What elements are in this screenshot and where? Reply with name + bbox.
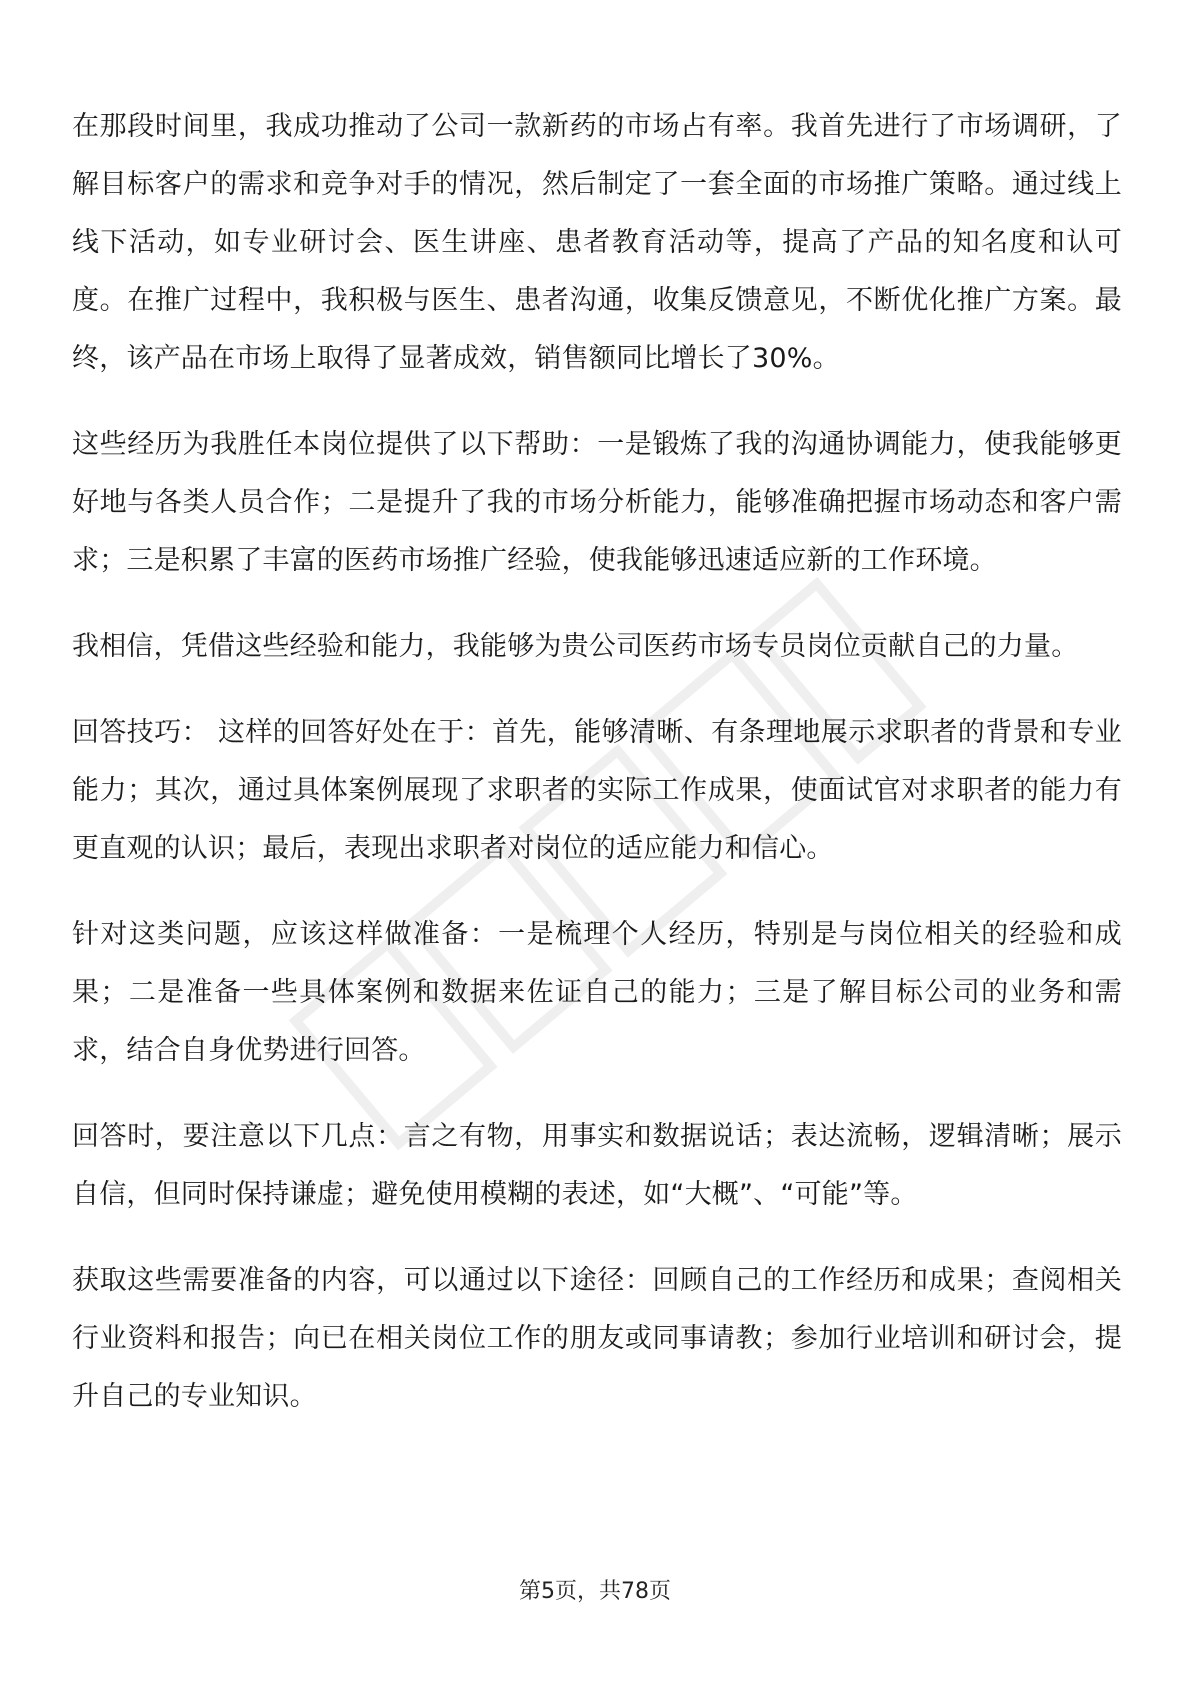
paragraph-attention-points: 回答时，要注意以下几点：言之有物，用事实和数据说话；表达流畅，逻辑清晰；展示自信，但同时保持谦虚；避免使用模糊的表述，如“大概”、“可能”等。 xyxy=(72,1121,1122,1210)
paragraph-benefits: 这些经历为我胜任本岗位提供了以下帮助：一是锻炼了我的沟通协调能力，使我能够更好地与各类人员合作；二是提升了我的市场分析能力，能够准确把握市场动态和客户需求；三是积累了丰富的医药市场推广经验，使我能够迅速适应新的工作环境。 xyxy=(72,429,1122,576)
paragraph-experience: 在那段时间里，我成功推动了公司一款新药的市场占有率。我首先进行了市场调研，了解目标客户的需求和竞争对手的情况，然后制定了一套全面的市场推广策略。通过线上线下活动，如专业研讨会、医生讲座、患者教育活动等，提高了产品的知名度和认可度。在推广过程中，我积极与医生、患者沟通，收集反馈意见，不断优化推广方案。最终，该产品在市场上取得了显著成效，销售额同比增长了30%。 xyxy=(72,111,1122,374)
page-number: 第5页，共78页 xyxy=(519,1579,671,1604)
paragraph-answer-tips: 回答技巧： 这样的回答好处在于：首先，能够清晰、有条理地展示求职者的背景和专业能力；其次，通过具体案例展现了求职者的实际工作成果，使面试官对求职者的能力有更直观的认识；最后，表现出求职者对岗位的适应能力和信心。 xyxy=(72,717,1122,864)
paragraph-preparation: 针对这类问题，应该这样做准备：一是梳理个人经历，特别是与岗位相关的经验和成果；二是准备一些具体案例和数据来佐证自己的能力；三是了解目标公司的业务和需求，结合自身优势进行回答。 xyxy=(72,919,1122,1066)
paragraph-confidence: 我相信，凭借这些经验和能力，我能够为贵公司医药市场专员岗位贡献自己的力量。 xyxy=(72,631,1079,662)
document-body xyxy=(72,98,1122,1454)
paragraph-sources: 获取这些需要准备的内容，可以通过以下途径：回顾自己的工作经历和成果；查阅相关行业资料和报告；向已在相关岗位工作的朋友或同事请教；参加行业培训和研讨会，提升自己的专业知识。 xyxy=(72,1265,1122,1412)
